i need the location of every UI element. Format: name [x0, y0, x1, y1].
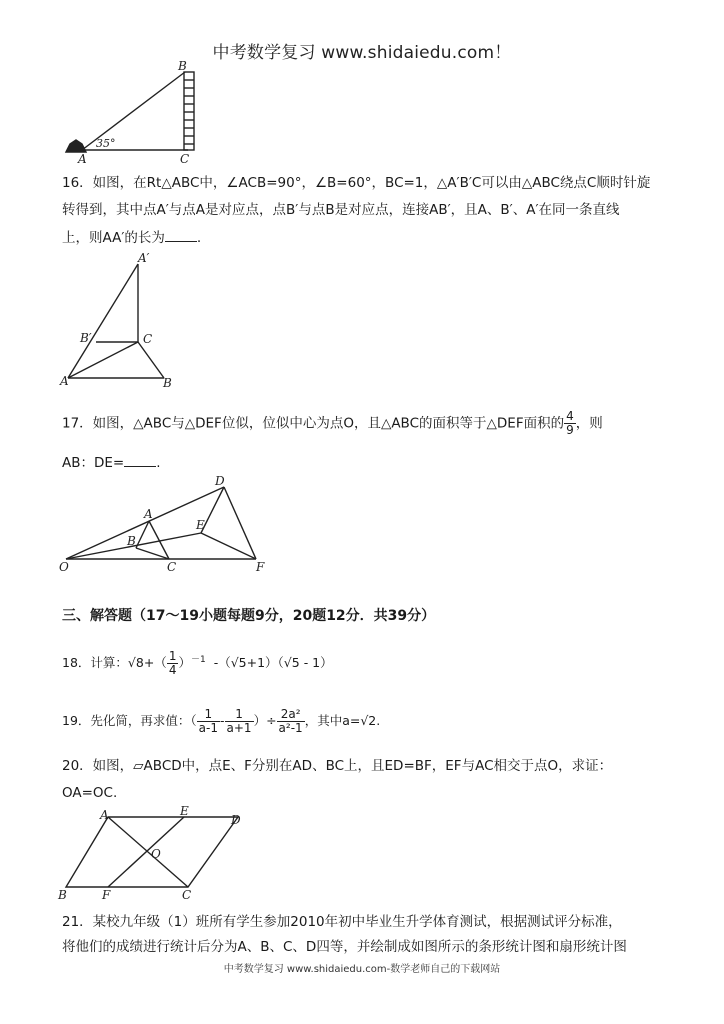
- q19-end: .: [376, 713, 381, 728]
- q19-minus: -: [220, 713, 225, 728]
- fig17-label-b: B: [127, 534, 136, 548]
- q19-open: （: [190, 713, 197, 728]
- q18-expression: [62, 650, 333, 677]
- q21-line-2: 将他们的成绩进行统计后分为A、B、C、D四等，并绘制成如图所示的条形统计图和扇形统计图: [62, 939, 627, 955]
- q18-plus: +（: [143, 655, 167, 671]
- q20-line-2: OA=OC.: [62, 785, 118, 801]
- q17-line-2-text: AB：DE=: [62, 455, 125, 471]
- fig16-label-b: B: [163, 376, 172, 390]
- fig20-label-f: F: [102, 888, 111, 902]
- q16-line-3-text: 上，则AA′的长为: [62, 230, 165, 246]
- q17-line-1-end: ，则: [575, 415, 603, 432]
- q17-line-2: [62, 452, 161, 473]
- q19-suffix: ，其中: [304, 713, 343, 728]
- fig17-label-d: D: [215, 474, 225, 488]
- fig20-label-c: C: [182, 888, 192, 902]
- section-3-title: 三、解答题（17～19小题每题9分，20题12分．共39分）: [62, 608, 436, 624]
- fig17-label-c: C: [167, 560, 177, 573]
- fig20-label-d: D: [231, 813, 241, 827]
- q17-frac-num: 4: [566, 409, 574, 423]
- fig20-label-e: E: [180, 805, 189, 818]
- figure-q16: [58, 250, 188, 390]
- fig20-label-a: A: [100, 808, 109, 822]
- fig16-label-b-prime: B′: [80, 331, 92, 345]
- fig17-label-o: O: [59, 560, 69, 573]
- q19-value: a=√2: [342, 713, 377, 728]
- q17-line-2-end: .: [156, 455, 161, 471]
- q19-close-div: ）÷: [253, 713, 277, 728]
- q19-f1-den: a-1: [198, 721, 218, 735]
- figure-q17: [56, 473, 276, 573]
- fig-top-label-b: B: [178, 60, 187, 73]
- q18-sqrt8: √8: [127, 655, 144, 671]
- q17-answer-blank: [124, 452, 156, 467]
- q19-fraction-3: [277, 708, 305, 735]
- figure-top-triangle: [60, 60, 210, 168]
- fig-top-tower: [184, 72, 194, 150]
- q16-line-3: [62, 227, 201, 248]
- q18-close: ）: [178, 655, 191, 671]
- fig-top-boat: [66, 140, 86, 152]
- q19-f2-num: 1: [225, 708, 254, 722]
- q16-line-1: 16．如图，在Rt△ABC中，∠ACB=90°，∠B=60°，BC=1，△A′B′C可以由△ABC绕点C顺时针旋: [62, 175, 651, 191]
- q18-frac-den: 4: [168, 663, 177, 678]
- q18-prefix: 18．计算：: [62, 655, 128, 671]
- q16-answer-blank: [165, 227, 197, 242]
- q19-f2-den: a+1: [226, 721, 252, 735]
- fig-top-label-a: A: [78, 152, 87, 166]
- fig-top-label-c: C: [180, 152, 190, 166]
- fig16-label-c: C: [143, 332, 153, 346]
- fig16-label-a-prime: A′: [138, 251, 150, 265]
- q17-frac-den: 9: [566, 423, 574, 437]
- q18-exponent: －1: [190, 655, 206, 665]
- q19-fraction-1: [197, 708, 220, 735]
- fig17-label-a: A: [144, 507, 153, 521]
- figure-q20: [56, 805, 256, 905]
- q17-line-1: [62, 410, 603, 437]
- q19-f1-num: 1: [197, 708, 220, 722]
- q18-rest: -（√5+1）（√5 - 1）: [213, 655, 333, 671]
- q16-line-3-end: .: [196, 230, 202, 246]
- fig-top-angle-label: 35°: [96, 137, 116, 150]
- q19-prefix: 19．先化简，再求值：: [62, 713, 191, 728]
- fig16-label-a: A: [60, 374, 69, 388]
- q19-fraction-2: [225, 708, 254, 735]
- q17-line-1-text: 17．如图，△ABC与△DEF位似，位似中心为点O，且△ABC的面积等于△DEF面积的: [62, 415, 565, 432]
- page-header: 中考数学复习 www.shidaiedu.com！: [212, 43, 512, 63]
- q18-fraction: [167, 650, 179, 677]
- q17-fraction: [564, 410, 576, 437]
- q21-line-1: 21．某校九年级（1）班所有学生参加2010年初中毕业生升学体育测试，根据测试评分标准，: [62, 914, 622, 930]
- q19-expression: [62, 708, 380, 735]
- q20-line-1: 20．如图，▱ABCD中，点E、F分别在AD、BC上，且ED=BF，EF与AC相交于点O，求证：: [62, 758, 613, 774]
- q16-line-2: 转得到，其中点A′与点A是对应点，点B′与点B是对应点，连接AB′，且A、B′、A′在同一条直线: [62, 202, 620, 218]
- fig20-label-o: O: [151, 847, 161, 861]
- fig17-label-f: F: [256, 560, 265, 573]
- q18-frac-num: 1: [168, 649, 177, 664]
- fig17-label-e: E: [196, 518, 205, 532]
- q19-f3-num: 2a²: [277, 708, 305, 722]
- fig20-label-b: B: [58, 888, 67, 902]
- page-footer: 中考数学复习 www.shidaiedu.com-数学老师自己的下载网站: [223, 964, 501, 975]
- q19-f3-den: a²-1: [278, 721, 303, 735]
